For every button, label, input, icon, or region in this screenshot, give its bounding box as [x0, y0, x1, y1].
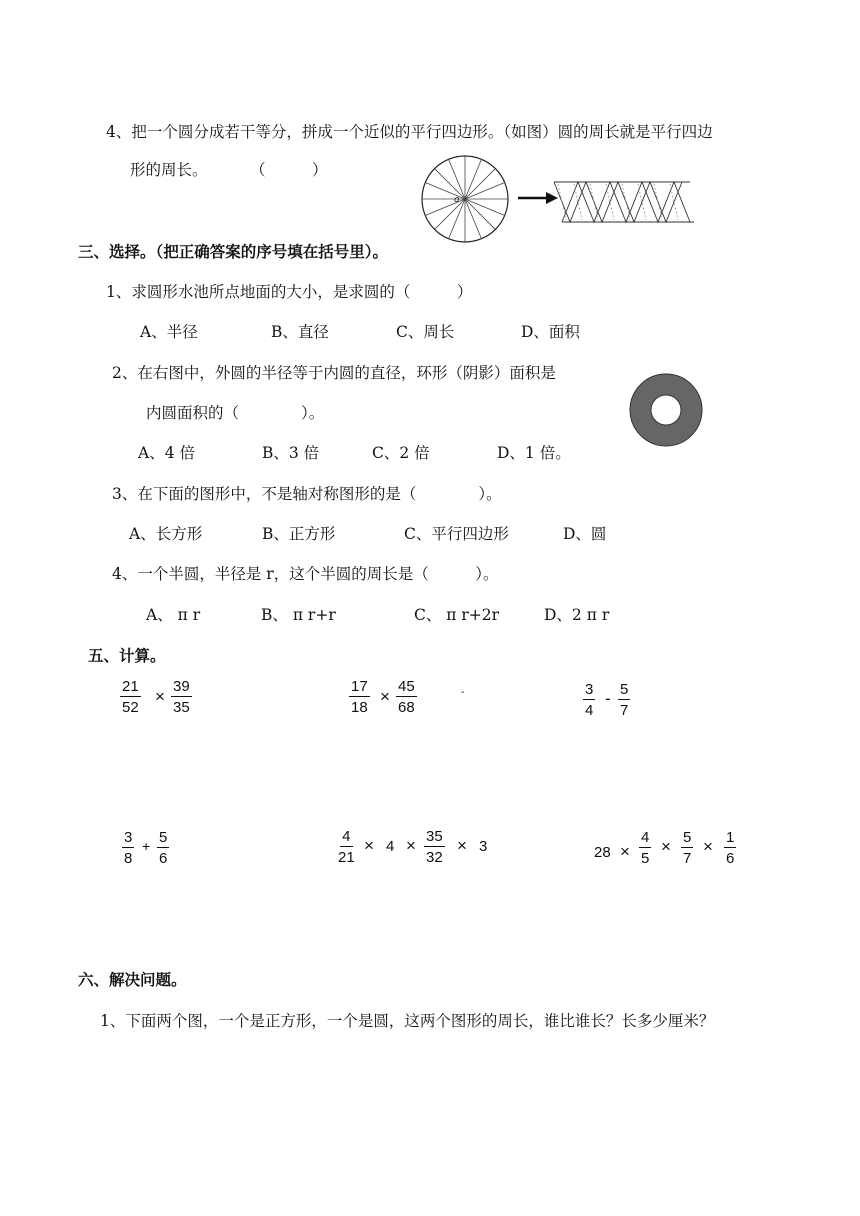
p5-fraction-1: $\frac{4}{21}$	[338, 828, 355, 866]
q4-line1: 4、把一个圆分成若干等分，拼成一个近似的平行四边形。（如图）圆的周长就是平行四边	[106, 123, 713, 141]
s3-q1-option-a[interactable]: A、半径	[140, 323, 198, 341]
s3-q1-option-c[interactable]: C、周长	[396, 323, 455, 341]
section6-heading: 六、解决问题。	[78, 971, 187, 989]
section3-heading: 三、选择。（把正确答案的序号填在括号里）。	[78, 243, 389, 261]
p3-fraction-2: $\frac{5}{7}$	[620, 681, 629, 719]
s3-q2-option-a[interactable]: A、4 倍	[138, 444, 195, 462]
section5-heading: 五、计算。	[88, 647, 166, 665]
s3-q2-text: 2、在右图中，外圆的半径等于内圆的直径，环形（阴影）面积是	[112, 364, 556, 382]
p2-operator: ×	[380, 687, 390, 706]
ring-figure	[628, 372, 704, 448]
s3-q4-option-c[interactable]: C、 π r+2r	[414, 606, 500, 624]
p1-operator: ×	[155, 687, 165, 706]
s3-q1-option-d[interactable]: D、面积	[521, 323, 580, 341]
p2-fraction-1: $\frac{17}{18}$	[351, 678, 368, 716]
circle-sector-line	[435, 199, 465, 229]
p5-number-2: 3	[479, 838, 488, 855]
s3-q2-option-c[interactable]: C、2 倍	[372, 444, 430, 462]
s3-q3-option-d[interactable]: D、圆	[563, 525, 607, 543]
circle-sector-line	[465, 169, 495, 199]
s3-q3-option-b[interactable]: B、正方形	[262, 525, 336, 543]
parallelogram-figure	[552, 178, 702, 228]
s3-q3-option-a[interactable]: A、长方形	[129, 525, 203, 543]
circle-sector-line	[435, 169, 465, 199]
p4-operator: +	[142, 838, 151, 854]
s3-q1-option-b[interactable]: B、直径	[271, 323, 329, 341]
p6-fraction-1: $\frac{4}{5}$	[641, 829, 650, 867]
s3-q2-option-b[interactable]: B、3 倍	[262, 444, 320, 462]
p1-fraction-2: $\frac{39}{35}$	[173, 678, 190, 716]
p5-operator-3: ×	[457, 836, 467, 855]
s3-q3-text: 3、在下面的图形中，不是轴对称图形的是（ ）。	[112, 485, 502, 503]
p6-fraction-2: $\frac{5}{7}$	[683, 829, 692, 867]
q4-line2: 形的周长。	[130, 161, 208, 179]
p6-number-1: 28	[594, 844, 611, 861]
circle-center-label: o	[454, 195, 460, 205]
s3-q4-text: 4、一个半圆，半径是 r，这个半圆的周长是（ ）。	[112, 565, 499, 583]
p3-operator: -	[605, 689, 611, 708]
p1-fraction-1: $\frac{21}{52}$	[122, 678, 139, 716]
p6-operator-2: ×	[661, 837, 671, 856]
p6-operator-3: ×	[703, 837, 713, 856]
p5-operator-1: ×	[364, 836, 374, 855]
p2-fraction-2: $\frac{45}{68}$	[398, 678, 415, 716]
s6-q1-text: 1、下面两个图，一个是正方形，一个是圆，这两个图形的周长，谁比谁长？长多少厘米？	[100, 1012, 715, 1030]
s3-q2-text2: 内圆面积的（ ）。	[146, 404, 325, 422]
p4-fraction-2: $\frac{5}{6}$	[159, 829, 168, 867]
s3-q4-option-a[interactable]: A、 π r	[146, 606, 201, 624]
s3-q3-option-c[interactable]: C、平行四边形	[404, 525, 509, 543]
s3-q4-option-d[interactable]: D、2 π r	[544, 606, 610, 624]
p2-trailing-mark: -	[461, 687, 465, 698]
s3-q4-option-b[interactable]: B、 π r+r	[261, 606, 336, 624]
s3-q2-option-d[interactable]: D、1 倍。	[497, 444, 571, 462]
s3-q1-text: 1、求圆形水池所点地面的大小，是求圆的（ ）	[106, 283, 473, 301]
p6-fraction-3: $\frac{1}{6}$	[726, 829, 735, 867]
p4-fraction-1: $\frac{3}{8}$	[124, 829, 133, 867]
q4-answer-blank[interactable]: （ ）	[250, 161, 328, 179]
p6-operator-1: ×	[620, 842, 630, 861]
p5-operator-2: ×	[406, 836, 416, 855]
divided-circle-figure	[420, 154, 510, 244]
circle-sector-line	[465, 199, 495, 229]
p5-fraction-2: $\frac{35}{32}$	[426, 828, 443, 866]
p3-fraction-1: $\frac{3}{4}$	[585, 681, 594, 719]
p5-number-1: 4	[386, 838, 395, 855]
